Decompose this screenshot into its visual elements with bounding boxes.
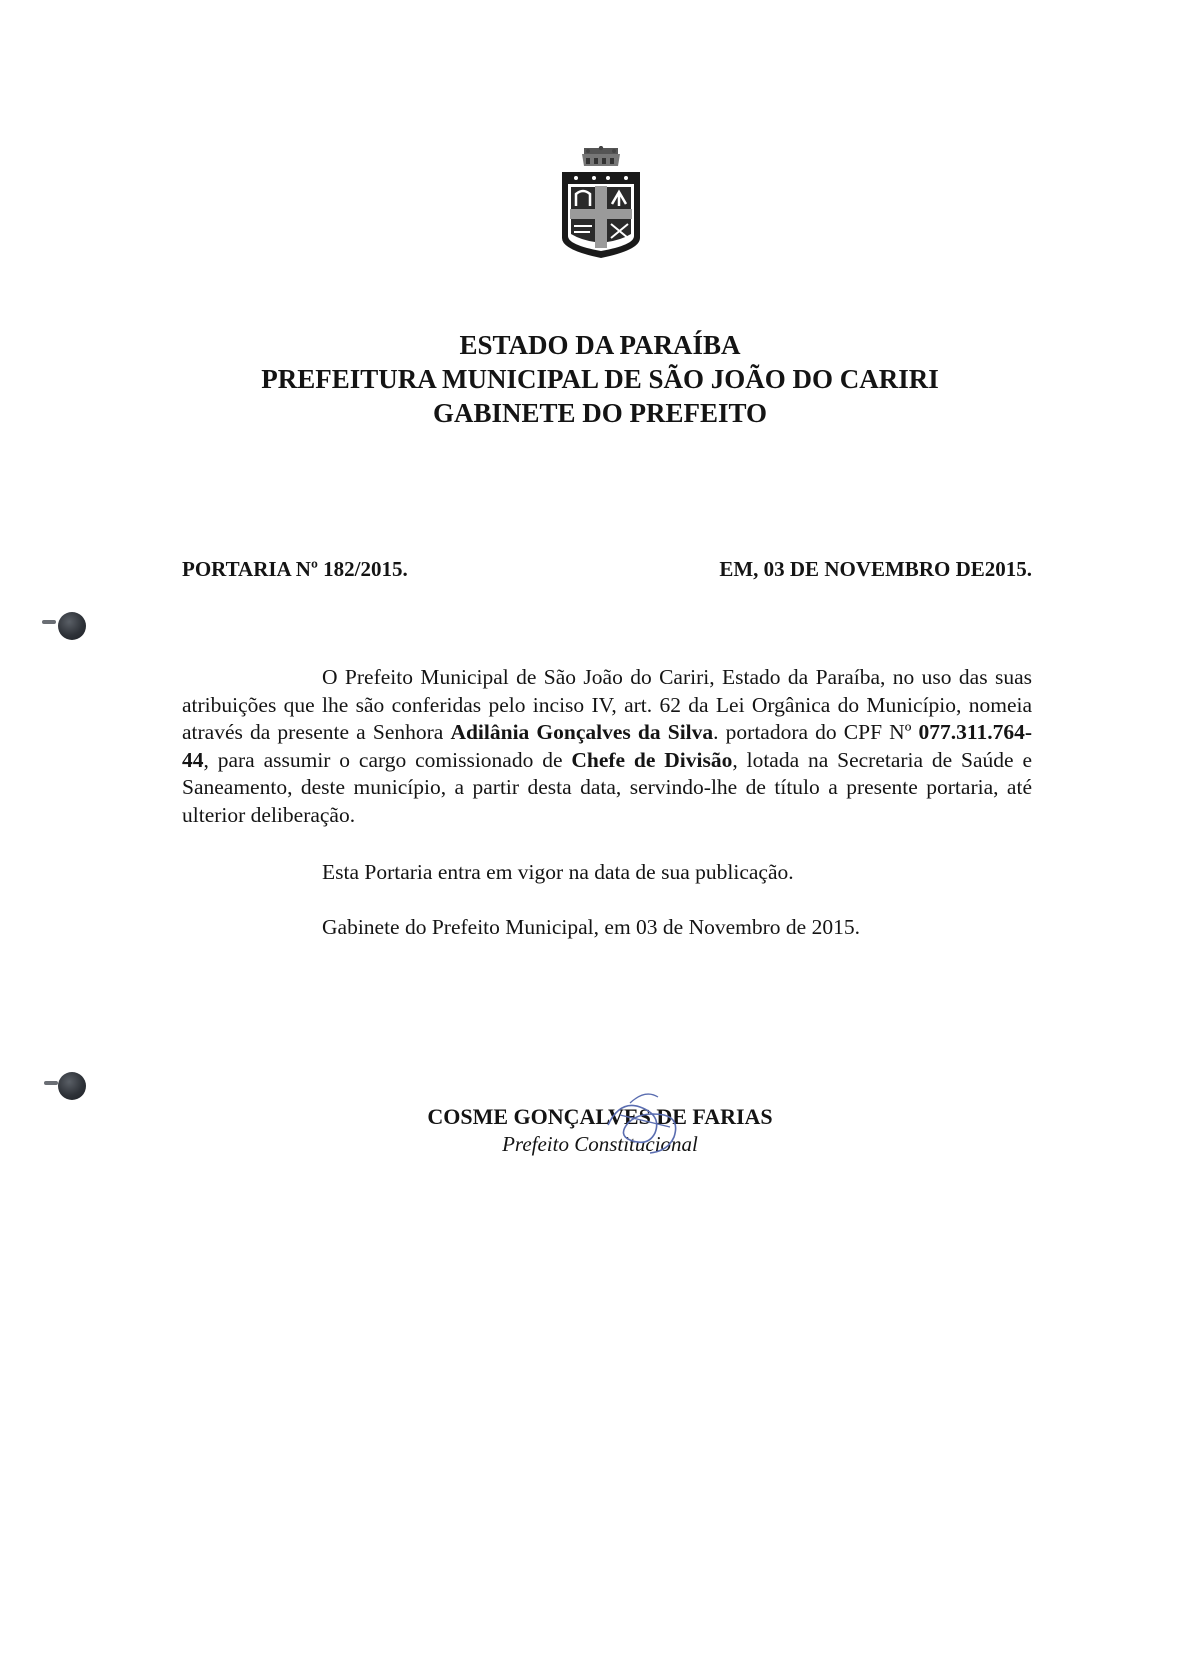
document-header [0,328,1200,430]
punch-hole-icon [58,612,86,640]
signatory-title: Prefeito Constitucional [502,1132,698,1156]
coat-of-arms-icon [556,146,646,261]
header-office: GABINETE DO PREFEITO [432,398,768,428]
body-paragraph-3: Gabinete do Prefeito Municipal, em 03 de Novembro de 2015. [322,915,860,939]
handwritten-signature [600,1085,690,1160]
body-text-segment: , lotada na Secretaria de Saúde e Saneamento, deste município, a partir desta data, servindo-lhe de título a presente portaria, até ulterior deliberação. [182,747,1032,827]
punch-hole-icon [58,1072,86,1100]
body-text [182,664,1032,829]
header-state: ESTADO DA PARAÍBA [459,330,741,360]
appointee-name: Adilânia Gonçalves da Silva [450,720,714,744]
signatory-name: COSME GONÇALVES DE FARIAS [427,1104,773,1129]
portaria-number: PORTARIA Nº 182/2015. [182,557,408,581]
portaria-date: EM, 03 DE NOVEMBRO DE2015. [719,557,1032,581]
body-text-segment: O Prefeito Municipal de São João do Cariri, Estado da Paraíba, no uso das suas atribuições que lhe são conferidas pelo inciso IV, art. 62 da Lei Orgânica do Município, nomeia através da presente a Senhora [182,665,1032,744]
punch-hole-tail [42,620,56,624]
body-text-segment: , para assumir o cargo comissionado de [203,747,572,772]
punch-hole-tail [44,1081,58,1085]
body-paragraph-2: Esta Portaria entra em vigor na data de sua publicação. [322,860,794,884]
appointee-cpf: 077.311.764-44 [182,720,1032,772]
header-municipality: PREFEITURA MUNICIPAL DE SÃO JOÃO DO CARIRI [261,364,939,394]
body-paragraph-1 [182,664,1032,829]
body-text-segment: . portadora do CPF Nº [713,720,919,744]
appointee-role: Chefe de Divisão [571,747,733,772]
